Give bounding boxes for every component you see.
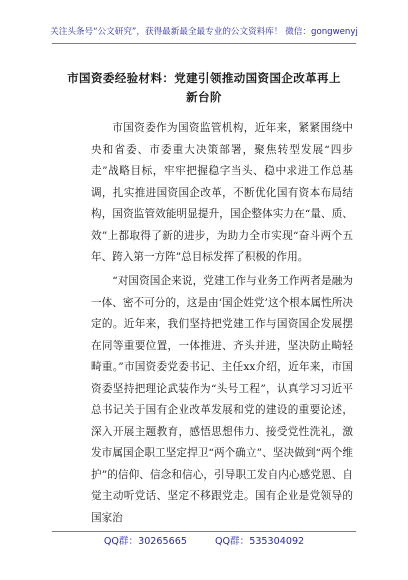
page-header: [0, 26, 408, 38]
document-title: 市国资委经验材料：党建引领推动国资国企改革再上新台阶: [67, 71, 341, 104]
page-footer: [0, 535, 408, 549]
footer-qq-group-1: QQ群：30265665: [103, 536, 187, 547]
footer-qq-group-2: QQ群：535304092: [214, 536, 305, 547]
paragraph-2: “对国资国企来说，党建工作与业务工作两者是融为一体、密不可分的，这是由‘国企姓党’这个根本属性所决定的。近年来，我们坚持把党建工作与国资国企发展摆在同等重要位置，一体推进、齐头并进，坚决防止畸轻畸重。”市国资委党委书记、主任xx介绍，近年来，市国资委坚持把理论武装作为“头号工程”，认真学习习近平总书记关于国有企业改革发展和党的建设的重要论述，深入开展主题教育，感悟思想伟力、接受党性洗礼，激发市属国企职工坚定捍卫“两个确立”、坚决做到“两个维护”的信仰、信念和信心，引导职工发自内心感党恩、自觉主动听党话、坚定不移跟党走。国有企业是党领导的国家治: [91, 275, 353, 524]
header-notice: 关注头条号“公文研究”，获得最新最全最专业的公文资料库！ 微信：gongwenyj: [50, 27, 358, 37]
paragraph-1: 市国资委作为国资监管机构，近年来，紧紧围绕中央和省委、市委重大决策部署，聚焦转型发展“四步走”战略目标，牢牢把握稳字当头、稳中求进工作总基调，扎实推进国资国企改革，不断优化国有资本布局结构，国资监管效能明显提升，国企整体实力在“量、质、效”上都取得了新的进步，为助力全市实现“奋斗两个五年、跨入第一方阵”总目标发挥了积极的作用。: [91, 122, 353, 263]
footer-divider: [52, 531, 356, 532]
header-divider: [52, 43, 356, 44]
